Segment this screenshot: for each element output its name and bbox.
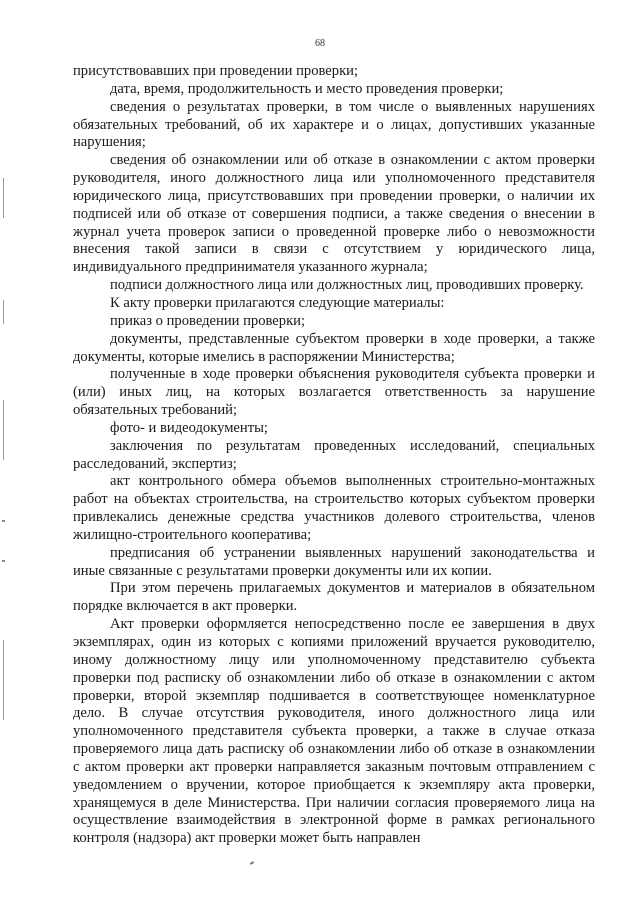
paragraph: дата, время, продолжительность и место проведения проверки; <box>110 80 504 97</box>
scan-edge-mark <box>3 178 4 218</box>
scan-edge-mark <box>3 640 4 720</box>
paragraph: сведения об ознакомлении или об отказе в ознакомлении с актом проверки руководителя, иного должностного лица или уполномоченного представителя юридического лица, присутствовавших при проведении проверки, о наличии их подписей или об отказе от совершения подписи, а также сведения о внесении в журнал учета проверок записи о проведенной проверке либо о невозможности внесения такой записи в связи с отсутствием у юридического лица, индивидуального предпринимателя указанного журнала; <box>73 152 595 276</box>
paragraph: подписи должностного лица или должностных лиц, проводивших проверку. <box>110 277 584 294</box>
paragraph: Акт проверки оформляется непосредственно после ее завершения в двух экземплярах, один из которых с копиями приложений вручается руководителю, иному должностному лицу или уполномоченному представителю субъекта проверки под расписку об ознакомлении либо об отказе в ознакомлении с актом проверки, второй экземпляр подшивается в соответствующее номенклатурное дело. В случае отсутствия руководителя, иного должностного лица или уполномоченного представителя субъекта проверки, а также в случае отказа проверяемого лица дать расписку об ознакомлении либо об отказе в ознакомлении с актом проверки акт проверки направляется заказным почтовым отправлением с уведомлением о вручении, которое приобщается к экземпляру акта проверки, хранящемуся в деле Министерства. При наличии согласия проверяемого лица на осуществление взаимодействия в электронной форме в рамках регионального контроля (надзора) акт проверки может быть направлен <box>73 616 595 847</box>
paragraph: При этом перечень прилагаемых документов и материалов в обязательном порядке включается в акт проверки. <box>73 580 595 615</box>
paragraph: приказ о проведении проверки; <box>110 312 306 329</box>
scan-edge-dot <box>2 520 5 522</box>
paragraph: заключения по результатам проведенных исследований, специальных расследований, экспертиз; <box>73 437 595 472</box>
scan-speck <box>250 861 254 865</box>
paragraph: документы, представленные субъектом проверки в ходе проверки, а также документы, которые имелись в распоряжении Министерства; <box>73 330 595 365</box>
paragraph: присутствовавших при проведении проверки; <box>73 63 359 79</box>
paragraph: предписания об устранении выявленных нарушений законодательства и иные связанные с результатами проверки документы или их копии. <box>73 544 595 579</box>
scan-edge-mark <box>3 300 4 324</box>
scan-edge-dot <box>2 560 5 562</box>
paragraph: акт контрольного обмера объемов выполненных строительно-монтажных работ на объектах строительства, на строительство которых субъектом проверки привлекались денежные средства участников долевого строительства, членов жилищно-строительного кооператива; <box>73 473 595 543</box>
paragraph: сведения о результатах проверки, в том числе о выявленных нарушениях обязательных требований, об их характере и о лицах, допустивших указанные нарушения; <box>73 98 595 151</box>
page-number: 68 <box>315 38 325 49</box>
paragraph: полученные в ходе проверки объяснения руководителя субъекта проверки и (или) иных лиц, на которых возлагается ответственность за нарушение обязательных требований; <box>73 366 595 419</box>
paragraph: фото- и видеодокументы; <box>110 419 268 436</box>
paragraph: К акту проверки прилагаются следующие материалы: <box>110 294 445 311</box>
document-body <box>73 63 595 848</box>
scan-edge-mark <box>3 400 4 460</box>
